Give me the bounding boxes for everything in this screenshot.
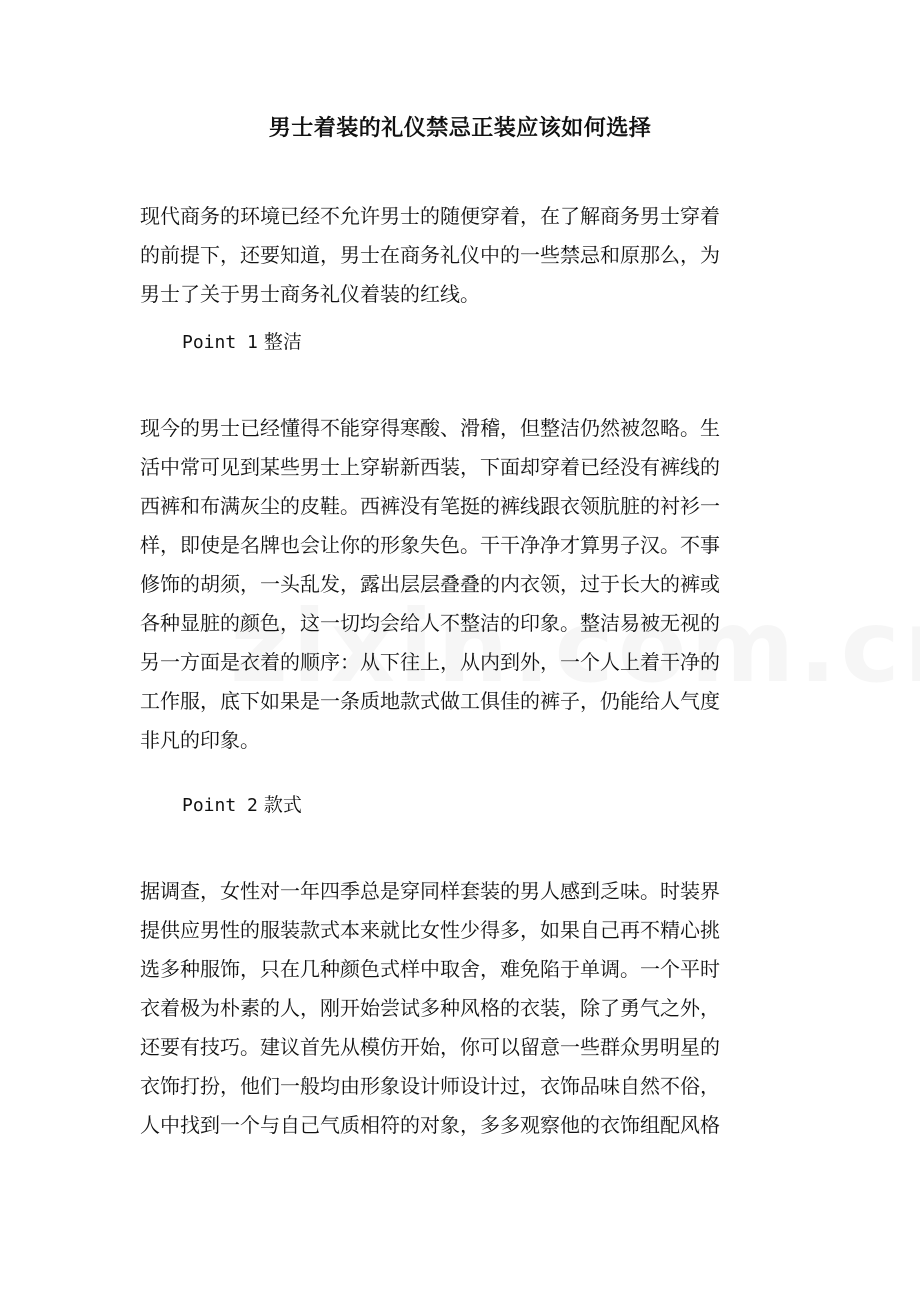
- paragraph-line: 还要有技巧。建议首先从模仿开始，你可以留意一些群众男明星的: [140, 1035, 720, 1059]
- point-1-heading: [182, 327, 302, 358]
- section-2-paragraph: [140, 872, 780, 1145]
- intro-paragraph: [140, 197, 780, 314]
- paragraph-line: 另一方面是衣着的顺序：从下往上，从内到外，一个人上着干净的: [140, 650, 720, 674]
- paragraph-line: 提供应男性的服装款式本来就比女性少得多，如果自己再不精心挑: [140, 918, 720, 942]
- section-1-paragraph: [140, 409, 780, 760]
- paragraph-line: 选多种服饰，只在几种颜色式样中取舍，难免陷于单调。一个平时: [140, 957, 720, 981]
- document-title: 男士着装的礼仪禁忌正装应该如何选择: [268, 115, 652, 141]
- point-2-heading: [182, 790, 302, 821]
- paragraph-line: 修饰的胡须，一头乱发，露出层层叠叠的内衣领，过于长大的裤或: [140, 572, 720, 596]
- paragraph-line: 据调查，女性对一年四季总是穿同样套装的男人感到乏味。时装界: [140, 879, 720, 903]
- point-2-label: 款式: [263, 794, 302, 816]
- paragraph-line: 人中找到一个与自己气质相符的对象，多多观察他的衣饰组配风格: [140, 1113, 720, 1137]
- paragraph-line: 非凡的印象。: [140, 728, 260, 752]
- paragraph-line: 衣着极为朴素的人，刚开始尝试多种风格的衣装，除了勇气之外，: [140, 996, 720, 1020]
- paragraph-line: 的前提下，还要知道，男士在商务礼仪中的一些禁忌和原那么，为: [140, 243, 720, 267]
- paragraph-line: 工作服，底下如果是一条质地款式做工俱佳的裤子，仍能给人气度: [140, 689, 720, 713]
- paragraph-line: 衣饰打扮，他们一般均由形象设计师设计过，衣饰品味自然不俗，: [140, 1074, 720, 1098]
- point-2-prefix: Point 2: [182, 795, 258, 816]
- paragraph-line: 现代商务的环境已经不允许男士的随便穿着，在了解商务男士穿着: [140, 204, 720, 228]
- paragraph-line: 样，即使是名牌也会让你的形象失色。干干净净才算男子汉。不事: [140, 533, 720, 557]
- paragraph-line: 活中常可见到某些男士上穿崭新西装，下面却穿着已经没有裤线的: [140, 455, 720, 479]
- point-1-prefix: Point 1: [182, 332, 258, 353]
- paragraph-line: 男士了关于男士商务礼仪着装的红线。: [140, 282, 480, 306]
- paragraph-line: 现今的男士已经懂得不能穿得寒酸、滑稽，但整洁仍然被忽略。生: [140, 416, 720, 440]
- point-1-label: 整洁: [263, 331, 302, 353]
- paragraph-line: 西裤和布满灰尘的皮鞋。西裤没有笔挺的裤线跟衣领肮脏的衬衫一: [140, 494, 720, 518]
- paragraph-line: 各种显脏的颜色，这一切均会给人不整洁的印象。整洁易被无视的: [140, 611, 720, 635]
